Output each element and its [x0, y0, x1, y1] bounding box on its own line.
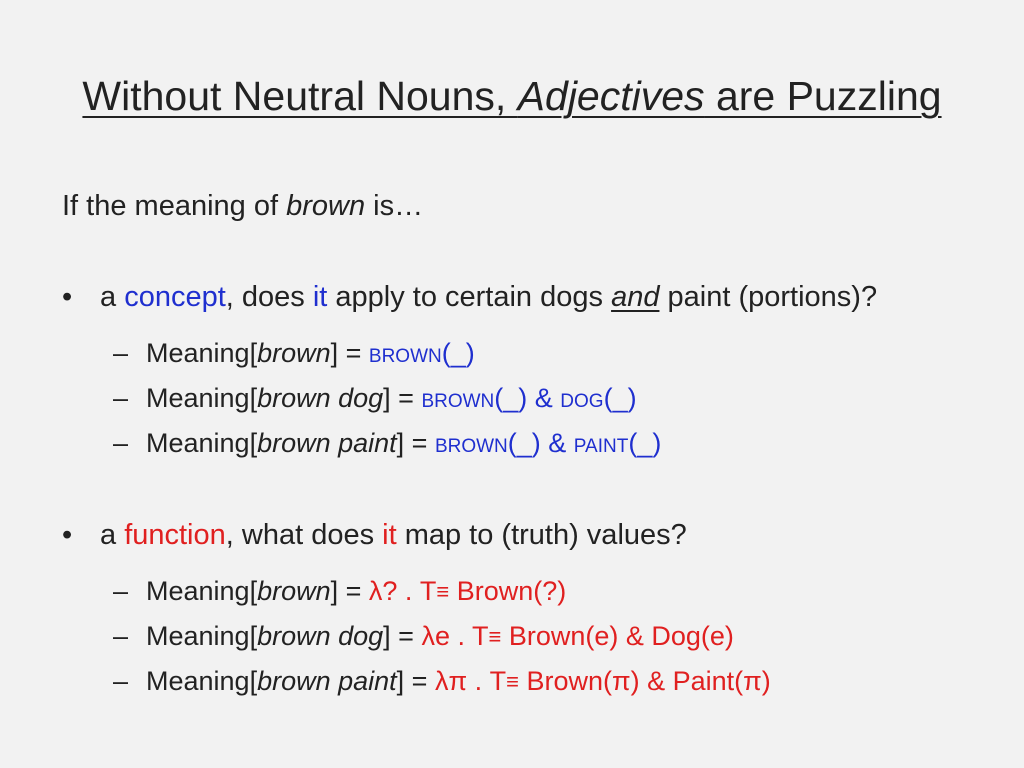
meaning-label: Meaning[: [146, 621, 258, 651]
meaning-equals: ] =: [330, 338, 369, 368]
concept-item-2: [113, 381, 637, 419]
meaning-equals: ] =: [396, 666, 435, 696]
function-word: function: [124, 519, 226, 551]
bullet-text: paint (portions)?: [659, 281, 878, 313]
conjunction: &: [527, 383, 561, 413]
bullet-text: map to (truth) values?: [396, 519, 687, 551]
dash-marker: –: [113, 428, 129, 458]
equivalence-symbol: ≡: [506, 669, 519, 694]
title-part-1: Without Neutral Nouns,: [82, 73, 518, 119]
intro-line: [62, 188, 423, 224]
concept-arg: (_): [603, 383, 637, 413]
bullet-text: a: [100, 519, 125, 551]
meaning-label: Meaning[: [146, 576, 258, 606]
meaning-label: Meaning[: [146, 338, 258, 368]
concept-name: PAINT: [573, 436, 629, 457]
intro-post: is…: [365, 190, 424, 222]
bullet-text: , what does: [225, 519, 383, 551]
dash-marker: –: [113, 383, 129, 413]
bullet-text: a: [100, 281, 125, 313]
meaning-word: brown: [257, 338, 331, 368]
conjunction: &: [540, 428, 574, 458]
concept-arg: (_): [628, 428, 662, 458]
bullet-marker: •: [62, 519, 73, 551]
equivalence-symbol: ≡: [436, 579, 450, 604]
title-part-3: are Puzzling: [704, 73, 942, 119]
dash-marker: –: [113, 576, 129, 606]
it-word: it: [382, 519, 397, 551]
bullet-text: , does: [225, 281, 313, 313]
slide-title: [0, 72, 1024, 120]
meaning-word: brown dog: [257, 621, 384, 651]
meaning-equals: ] =: [396, 428, 435, 458]
meaning-equals: ] =: [383, 383, 422, 413]
concept-name: BROWN: [421, 391, 495, 412]
meaning-equals: ] =: [330, 576, 369, 606]
dash-marker: –: [113, 666, 129, 696]
concept-item-1: [113, 336, 475, 374]
meaning-label: Meaning[: [146, 428, 258, 458]
lambda-expression: λ? . T: [368, 576, 437, 606]
function-item-1: [113, 574, 566, 609]
meaning-equals: ] =: [383, 621, 422, 651]
meaning-word: brown paint: [257, 666, 397, 696]
meaning-word: brown dog: [257, 383, 384, 413]
function-item-3: [113, 664, 771, 699]
concept-name: DOG: [560, 391, 604, 412]
concept-arg: (_): [441, 338, 475, 368]
dash-marker: –: [113, 621, 129, 651]
concept-arg: (_): [494, 383, 528, 413]
lambda-expression: λe . T: [421, 621, 489, 651]
bullet-text: apply to certain dogs: [327, 281, 612, 313]
concept-arg: (_): [507, 428, 541, 458]
meaning-label: Meaning[: [146, 666, 258, 696]
truth-formula: Brown(e) & Dog(e): [501, 621, 734, 651]
lambda-expression: λπ . T: [434, 666, 507, 696]
truth-formula: Brown(π) & Paint(π): [518, 666, 771, 696]
concept-name: BROWN: [368, 346, 442, 367]
title-text: [82, 73, 941, 119]
and-word: and: [611, 281, 660, 313]
bullet-marker: •: [62, 281, 73, 313]
equivalence-symbol: ≡: [488, 624, 502, 649]
concept-item-3: [113, 426, 661, 464]
truth-formula: Brown(?): [449, 576, 567, 606]
concept-name: BROWN: [434, 436, 508, 457]
concept-word: concept: [124, 281, 226, 313]
it-word: it: [312, 281, 328, 313]
dash-marker: –: [113, 338, 129, 368]
intro-word: brown: [286, 190, 366, 222]
bullet-concept: [62, 279, 877, 315]
meaning-word: brown paint: [257, 428, 397, 458]
meaning-label: Meaning[: [146, 383, 258, 413]
function-item-2: [113, 619, 734, 654]
meaning-word: brown: [257, 576, 331, 606]
bullet-function: [62, 517, 687, 553]
title-part-2: Adjectives: [517, 73, 705, 119]
intro-pre: If the meaning of: [62, 190, 287, 222]
